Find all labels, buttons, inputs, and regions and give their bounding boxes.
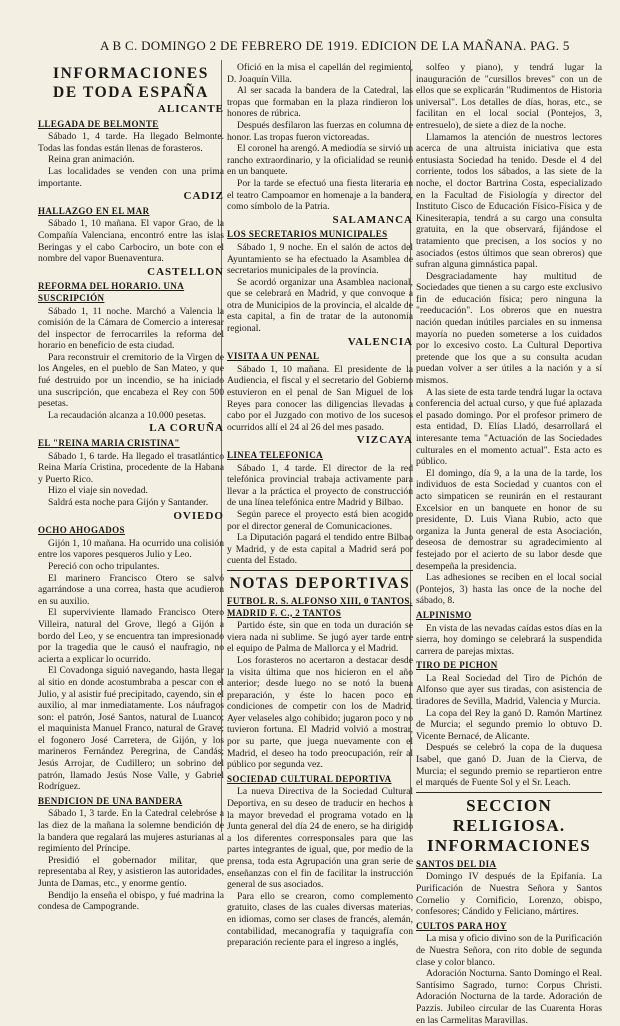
paragraph: Saldrá esta noche para Gijón y Santander. [48, 497, 209, 508]
paragraph: Sábado 1, 10 mañana. El presidente de la Audiencia, el fiscal y el secretario del Gobierno estuvieron en el penal de San Miguel de los Reyes para conocer las diligencias llevadas a cabo por el Juzgado con motivo de los sucesos ocurridos allí el 24 al 26 del mes pasado. [227, 363, 413, 433]
paragraph: A las siete de esta tarde tendrá lugar la octava conferencia del actual curso, y que fué aplazada el pasado domingo. Por el profesor primero de esta entidad, D. Elías Lladó, desarrollará el interesante tema "Actuación de las Sociedades culturales en el momento actual". Esta acto es público. [416, 386, 602, 468]
column-2 [227, 62, 413, 949]
city-heading: SALAMANCA [332, 213, 413, 226]
paragraph: Partido éste, sin que en toda un duración se viera nada ni sublime. Se jugó ayer tarde entre el equipo de Palma de Mallorca y el Madrid. [227, 620, 413, 655]
article-subheading: SANTOS DEL DIA [416, 858, 497, 869]
section-divider [227, 570, 413, 571]
article-subheading: TIRO DE PICHON [416, 660, 498, 671]
paragraph: Por la tarde se efectuó una fiesta literaria en el teatro Campoamor en homenaje a la bandera, como símbolo de la Patria. [227, 177, 413, 213]
article-subheading: OCHO AHOGADOS [38, 525, 125, 536]
article-subheading: LLEGADA DE BELMONTE [38, 118, 159, 129]
article-subheading: CULTOS PARA HOY [416, 920, 507, 931]
paragraph: La Diputación pagará el tendido entre Bilbao y Madrid, y de esta capital a Madrid será por cuenta del Estado. [227, 532, 413, 567]
article-subheading: ALPINISMO [416, 609, 472, 620]
section-heading: NOTAS DEPORTIVAS [229, 574, 411, 592]
paragraph: Presidió el gobernador militar, que representaba al Rey, y asistieron las autoridades, Junta de Damas, etc., y enorme gentío. [38, 854, 224, 889]
paragraph: Reina gran animación. [48, 154, 135, 166]
paragraph: Sábado 1, 10 mañana. El vapor Grao, de la Compañía Valenciana, encontró entre las islas Beringas y el cabo Carbociro, un bote con el nombre del vapor Buenaventura. [38, 218, 224, 265]
city-heading: VIZCAYA [356, 434, 413, 447]
paragraph: Sábado 1, 3 tarde. En la Catedral celebróse a las diez de la mañana la solemne bendición de la bandera que regalará las mujeres asturianas al regimiento del Príncipe. [38, 808, 224, 855]
paragraph: Sábado 1, 9 noche. En el salón de actos del Ayuntamiento se ha efectuado la Asamblea de secretarios municipales de la provincia. [227, 241, 413, 277]
paragraph: Adoración Nocturna. Santo Domingo el Real. Santísimo Sagrado, turno: Corpus Christi. Adoración Nocturna de la tarde. Adoración de Pazzis. Jubileo circular de las Cuarenta Horas en las Carmelitas Maravillas. [416, 968, 602, 1026]
column-1 [38, 62, 224, 913]
paragraph: La misa y oficio divino son de la Purificación de Nuestra Señora, con rito doble de segunda clase y color blanco. [416, 933, 602, 968]
article-subheading: REFORMA DEL HORARIO. UNA SUSCRIPCIÓN [38, 281, 185, 303]
paragraph: Sábado 1, 4 tarde. El director de la red telefónica provincial trabaja activamente para llevar a la práctica el proyecto de construcción de una línea telefónica entre Madrid y Bilbao. [227, 462, 413, 509]
paragraph: Los forasteros no acertaron a destacar desde la visita última que nos hicieron en el año anterior; desde luego no se notó la buena preparación, y éste lo hacen poco en condiciones de competir con los de Madrid. Ayer velaseles algo cohibido; jugaron poco y no tuvieron fortuna. El Madrid volvió a mostrar, por su parte, que juega nuevamente con el Madrid, el deseo ha todo preocupación, reír al público por segunda vez. [227, 654, 413, 771]
article-subheading: BENDICION DE UNA BANDERA [38, 795, 183, 806]
paragraph: Después desfilaron las fuerzas en columna de honor. Las tropas fueron victoreadas. [227, 119, 413, 143]
paragraph: Sábado 1, 4 tarde. Ha llegado Belmonte. Todas las fondas están llenas de forasteros. [38, 131, 224, 154]
article-subheading: FUTBOL R. S. ALFONSO XIII, 0 TANTOS. MADRID F. C., 2 TANTOS [227, 595, 413, 618]
paragraph: La nueva Directiva de la Sociedad Cultural Deportiva, en su deseo de traducir en hechos a la mayor brevedad el programa votado en la Junta general del día 24 de enero, se ha dirigido a los diferentes corresponsales para que las partes integrantes de igual, que, por medio de la prensa, toda esta Agrupación una gran serie de enseñanzas con el fin de facilitar la instrucción general de sus asociados. [227, 786, 413, 891]
paragraph: Hizo el viaje sin novedad. [48, 485, 148, 497]
column-3 [416, 62, 602, 1026]
paragraph: El Covadonga siguió navegando, hasta llegar al sitio en donde acostumbraba a pescar con el Julio, y al asistir fué precipitado, cayendo, sin el auxilio, al mar inmediatamente. Los náufragos son: el patrón, José Santos, natural de Luanco; el maquinista Manuel Franco, natural de Grave; el fogonero José Carretera, de Gijón, y los marineros Fernández Peregrina, de Candás; Jesús Arrojar, de Cudillero; un sobrino del patrón, llamado Jesús Nose Valle, y Gabriel Rodríguez. [38, 665, 224, 793]
paragraph: Para ello se crearon, como complemento gratuito, clases de las cuales diversas materias, en idiomas, como ser clases de francés, alemán, contabilidad, mecanografía y taquigrafía con preparación reciente para el ingreso a inglés, [227, 890, 413, 949]
city-heading: VALENCIA [347, 335, 413, 348]
paragraph: El domingo, día 9, a la una de la tarde, los individuos de esta Sociedad y cuantos con el acto simpaticen se reunirán en el restaurant Excelsior en un banquete en honor de su presidente, D. Luis Viana Rubio, acto que organiza la Junta general de esta Asociación, deseosa de demostrar su agradecimiento al festejado por el acierto de su labor desde que desempeña la presidencia. [416, 467, 602, 572]
paragraph: La copa del Rey la ganó D. Ramón Martínez de Murcia; el segundo premio lo obtuvo D. Vicente Bernacé, de Alicante. [416, 707, 602, 742]
paragraph: Llamamos la atención de nuestros lectores acerca de una altruista iniciativa que esta entusiasta Sociedad ha tenido. Desde el 4 del corriente, todos los sábados, a las siete de la noche, el doctor Bartrina Costa, especializado en la Facultad de Fisiología y director del Instituto Cisco de Educación Físico-Física y de Kinesiterapia, tendrá a su cargo una consulta gratuita, en la que observará, fijándose el tratamiento que precisen, a los socios y no asociados (estos últimos que sean obreros) que sufran alguna gimnástica papal. [416, 131, 602, 271]
city-heading: CADIZ [183, 190, 224, 203]
city-heading: OVIEDO [173, 509, 224, 522]
section-divider [416, 792, 602, 793]
paragraph: La recaudación alcanza a 10.000 pesetas. [48, 409, 206, 421]
city-heading: CASTELLON [147, 265, 224, 278]
paragraph: Pereció con ocho tripulantes. [48, 560, 160, 572]
paragraph: Se acordó organizar una Asamblea nacional, que se celebrará en Madrid, y que convoque a otra de Municipios de la provincia, el alcalde de esta capital, a fin de tratar de la autonomía regional. [227, 276, 413, 335]
paragraph: Sábado 1, 6 tarde. Ha llegado el trasatlántico Reina María Cristina, procedente de la Habana y Puerto Rico. [38, 450, 224, 485]
paragraph: Ofició en la misa el capellán del regimiento, D. Joaquín Villa. [227, 62, 413, 85]
city-heading: ALICANTE [157, 103, 224, 115]
paragraph: Para reconstruir el cremitorio de la Virgen de los Angeles, en el pueblo de San Mateo, y que fué destruido por un incendio, se ha iniciado una suscripción, que encabeza el Rey con 500 pesetas. [38, 351, 224, 410]
paragraph: Sábado 1, 11 noche. Marchó a Valencia la comisión de la Cámara de Comercio a interesar del inspector de ferrocarriles la reforma del horario en beneficio de esta ciudad. [38, 305, 224, 352]
section-heading: INFORMACIONES DE TODA ESPAÑA [52, 65, 209, 101]
section-heading: SECCION RELIGIOSA. INFORMACIONES [427, 795, 591, 855]
paragraph: Al ser sacada la bandera de la Catedral, las tropas que formaban en la plaza rindieron los honores de rúbrica. [227, 85, 413, 120]
paragraph: Las localidades se venden con una prima importante. [38, 165, 224, 189]
paragraph: La Real Sociedad del Tiro de Pichón de Alfonso que ayer sus tiradas, con asistencia de tiradores de Sevilla, Madrid, Valencia y Murcia. [416, 672, 602, 708]
article-subheading: HALLAZGO EN EL MAR [38, 205, 150, 216]
article-subheading: EL "REINA MARIA CRISTINA" [38, 438, 180, 449]
paragraph: solfeo y piano), y tendrá lugar la inauguración de "cursillos breves" con un de ellos que se explicarán "Rudimentos de Historia universal". Los detalles de días, horas, etc., se facilitan en el local social (Pontejos, 3, entresuelo), de siete a diez de la noche. [416, 62, 602, 131]
paragraph: Domingo IV después de la Epifanía. La Purificación de Nuestra Señora y Santos Cornelio y Cornificio, Lorenzo, obispo, confesores; Cándido y Feliciano, mártires. [416, 871, 602, 918]
article-subheading: SOCIEDAD CULTURAL DEPORTIVA [227, 773, 392, 784]
paragraph: Gijón 1, 10 mañana. Ha ocurrido una colisión entre los vapores pesqueros Julio y Leo. [38, 537, 224, 561]
paragraph: Bendijo la enseña el obispo, y fué madrina la condesa de Campogrande. [38, 889, 224, 913]
paragraph: Según parece el proyecto está bien acogido por el director general de Comunicaciones. [227, 508, 413, 532]
article-subheading: VISITA A UN PENAL [227, 351, 320, 362]
paragraph: El coronel ha arengó. A mediodía se sirvió un rancho extraordinario, y la oficialidad se reunió en un banquete. [227, 143, 413, 178]
article-subheading: LINEA TELEFONICA [227, 450, 324, 460]
paragraph: Desgraciadamente hay multitud de Sociedades que tienen a su cargo este exclusivo fin de educación física; pero ninguna la "reeducación". Los obreros que en nuestra nación quedan inútiles parciales en su inmensa mayoría no pueden someterse a los cuidados por lo excesivo costo. La Cultural Deportiva pretende que los que a su consulta acudan puedan volver a ser útiles a la nación y a sí mismos. [416, 270, 602, 387]
paragraph: En vista de las nevadas caídas estos días en la sierra, hoy domingo se celebrará la suspendida carrera de parejas mixtas. [416, 622, 602, 657]
paragraph: Las adhesiones se reciben en el local social (Pontejos, 3) hasta las once de la noche del sábado, 8. [416, 572, 602, 607]
article-subheading: LOS SECRETARIOS MUNICIPALES [227, 229, 388, 240]
paragraph: El marinero Francisco Otero se salvó agarrándose a una correa, hasta que acudieron en su auxilio. [38, 572, 224, 607]
paragraph: Después se celebró la copa de la duquesa Isabel, que ganó D. Juan de la Cierva, de Murcia; el segundo premio se repartieron entre el marqués de Fuente Sol y el Sr. Leach. [416, 742, 602, 789]
city-heading: LA CORUÑA [149, 422, 224, 435]
paragraph: El superviviente llamado Francisco Otero Villeira, natural del Grove, llegó a Gijón a bordo del Leo, y se encuentra tan impresionado por la tragedia que le causó el naufragio, no acierta a explicar lo ocurrido. [38, 607, 224, 665]
page-header: A B C. DOMINGO 2 DE FEBRERO DE 1919. EDICION DE LA MAÑANA. PAG. 5 [100, 38, 570, 53]
